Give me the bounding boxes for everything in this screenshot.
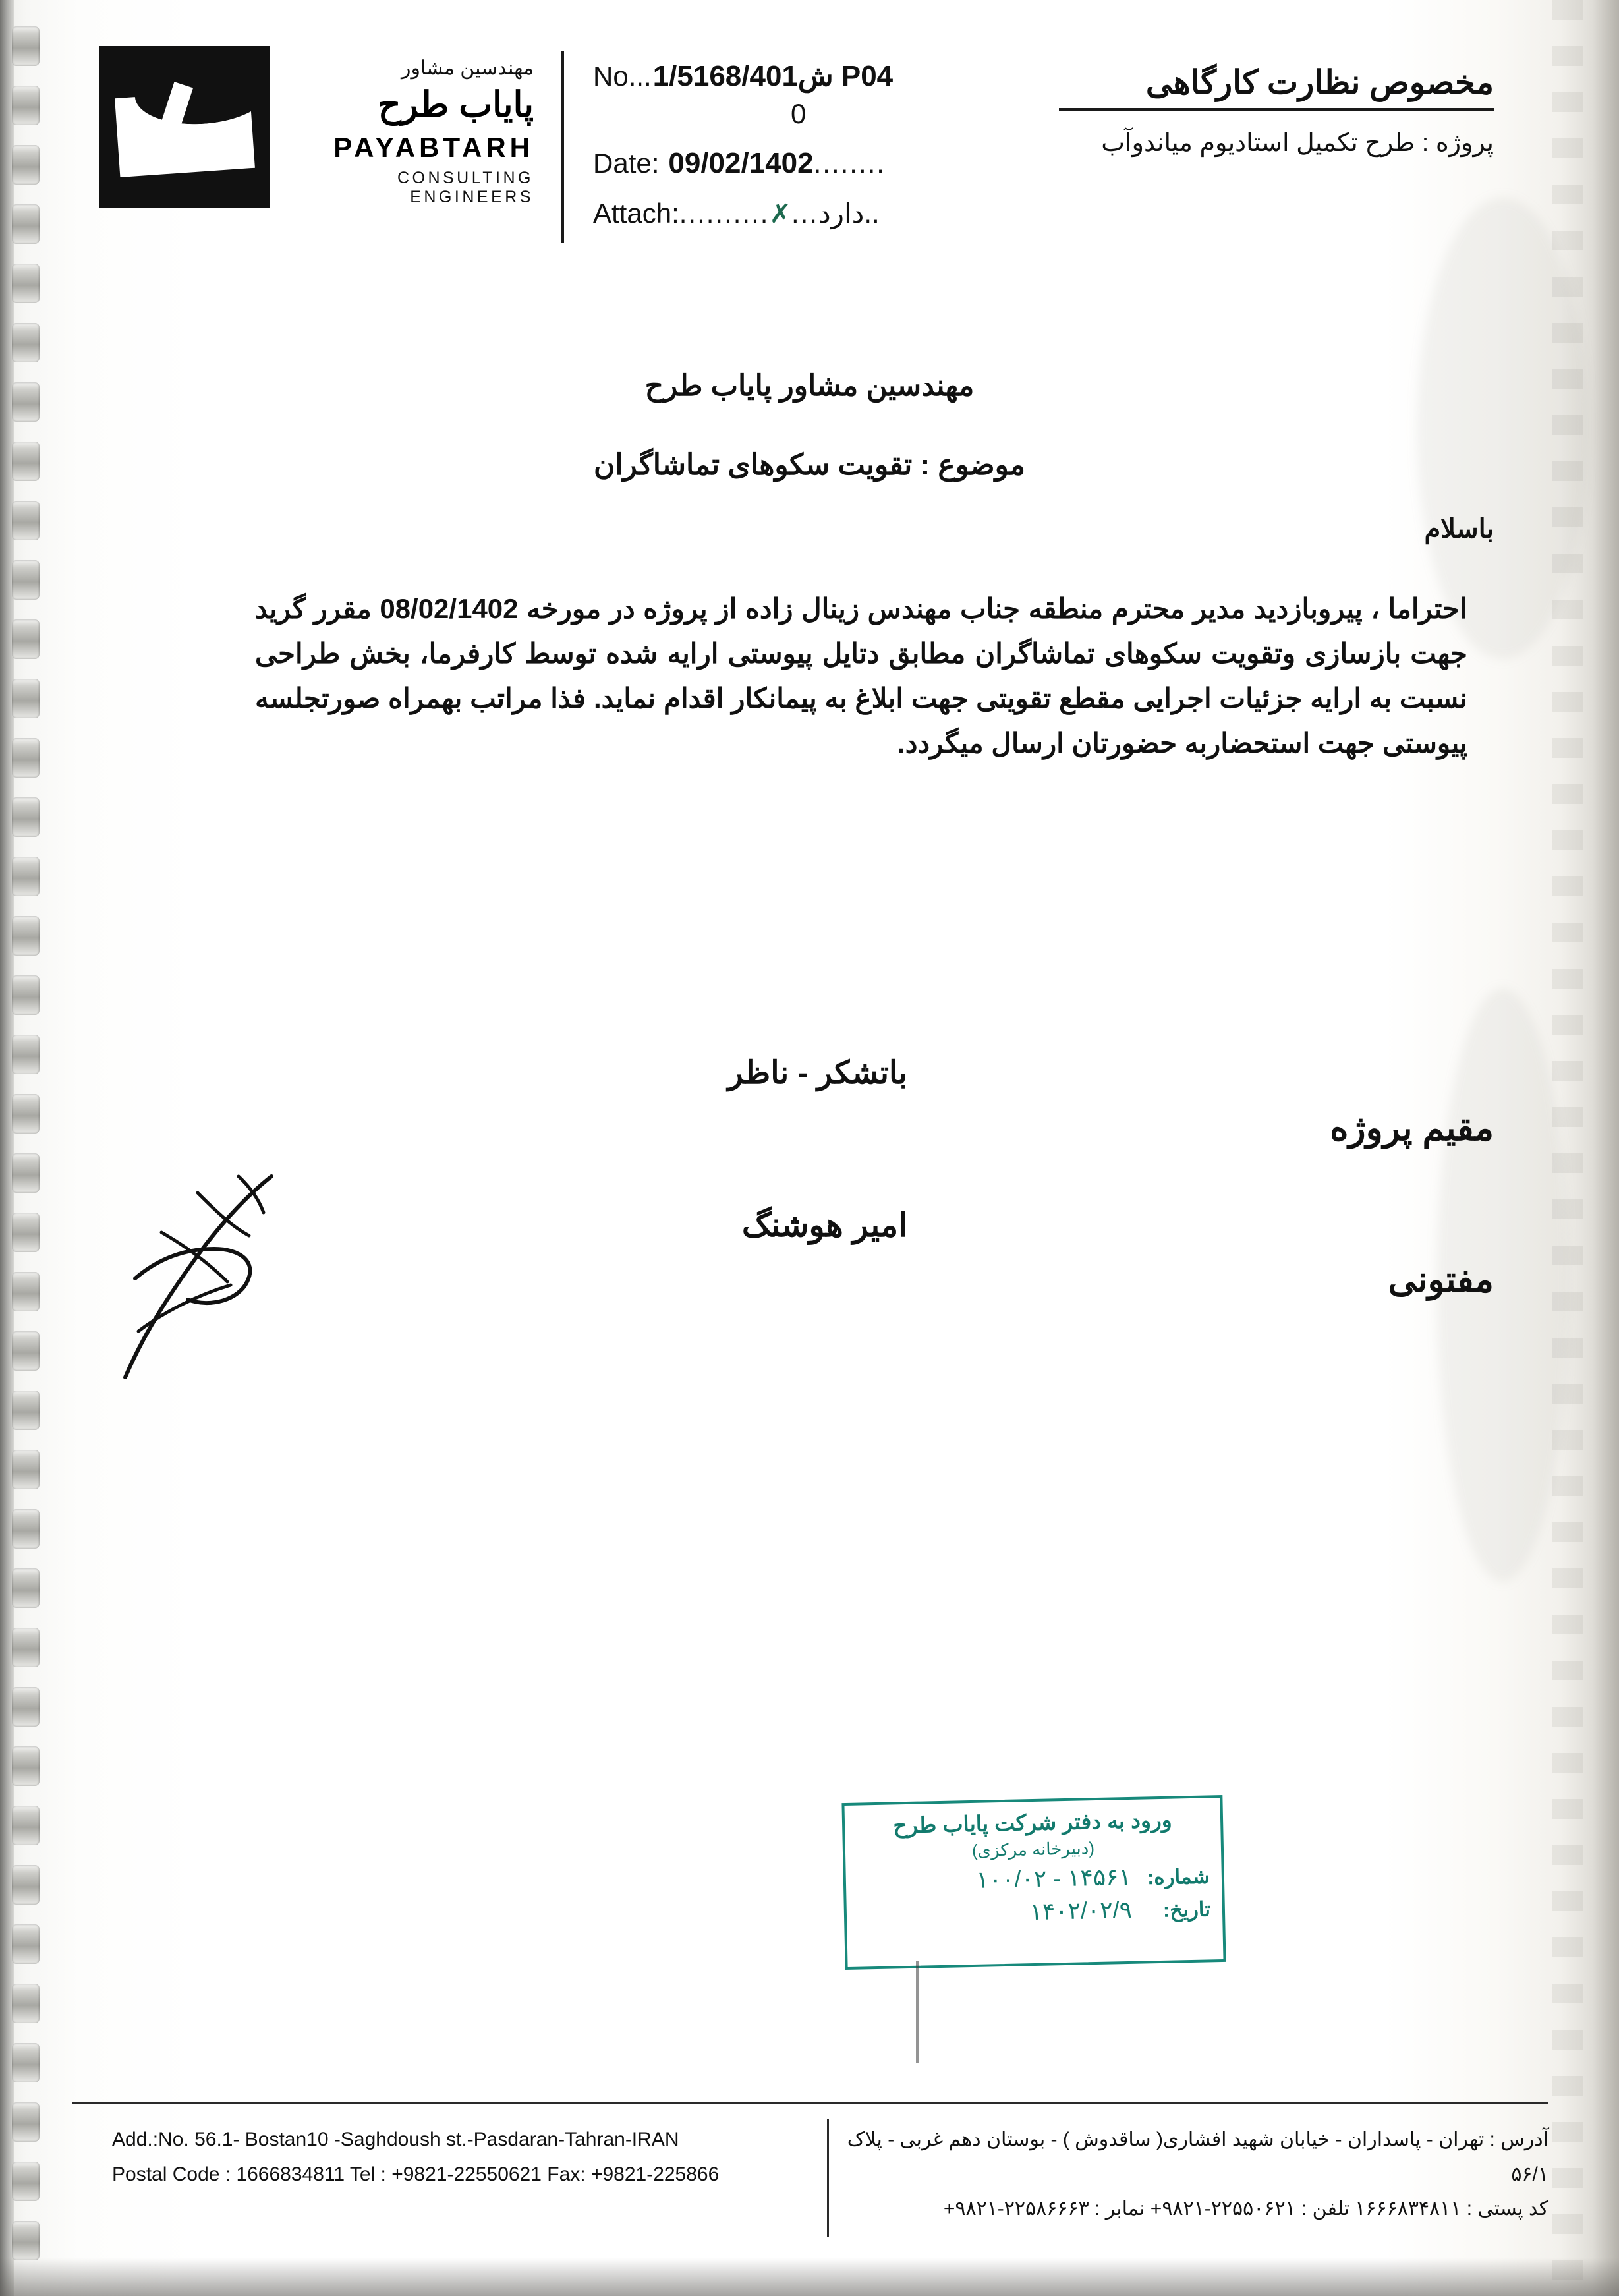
binding-hole — [12, 1272, 40, 1311]
binding-hole — [12, 2102, 40, 2142]
company-fa-small: مهندسین مشاور — [401, 57, 534, 79]
binding-hole — [12, 1391, 40, 1430]
stamp-title: ورود به دفتر شرکت پایاب طرح — [893, 1807, 1173, 1838]
stamp-date-row — [846, 1889, 1222, 1930]
recipient-heading: مهندسین مشاور پایاب طرح — [644, 370, 975, 402]
reception-stamp — [841, 1795, 1226, 1970]
letter-attach-label: Attach: — [593, 198, 679, 229]
binding-hole — [12, 1213, 40, 1252]
company-logo-block — [99, 46, 534, 208]
supervision-title: مخصوص نظارت کارگاهی — [1145, 64, 1494, 101]
binding-hole — [12, 1687, 40, 1727]
binding-hole — [12, 1568, 40, 1608]
signature-title: باتشکر - ناظر — [727, 1056, 907, 1091]
binding-hole — [12, 323, 40, 362]
letter-body-paragraph: احتراما ، پیروبازدید مدیر محترم منطقه جناب مهندس زینال زاده از پروژه در مورخه 08/02/1402 مقرر گرید جهت بازسازی وتقویت سکوهای تماشاگران مطابق دتایل پیوستی ارایه شده توسط کارفرما، بخش طراحی نسبت به ارایه جزئیات اجرایی مقطع تقویتی جهت ابلاغ به پیمانکار اقدام نماید. فذا مراتب بهمراه صورتجلسه پیوستی جهت استحضاربه حضورتان ارسال میگردد. — [255, 593, 1467, 759]
binding-hole — [12, 501, 40, 540]
binding-hole — [12, 916, 40, 956]
company-en-name: PAYABTARH — [333, 132, 534, 163]
footer-fa-block — [830, 2123, 1548, 2227]
footer-vertical-divider — [827, 2119, 829, 2237]
binding-hole — [12, 1924, 40, 1964]
stamp-date-label: تاریخ: — [1162, 1897, 1211, 1922]
letter-date-row: Date: 09/02/1402........ — [593, 147, 886, 179]
site-supervision-header — [947, 63, 1494, 158]
binding-hole — [12, 560, 40, 600]
binding-hole — [12, 619, 40, 659]
attach-check-mark: ✗ — [769, 200, 791, 229]
project-label: پروژه : طرح تکمیل استادیوم میاندوآب — [1101, 129, 1494, 157]
company-en-subtitle: CONSULTING ENGINEERS — [397, 169, 534, 206]
footer — [72, 2119, 1548, 2251]
footer-divider — [72, 2102, 1548, 2104]
binding-hole — [12, 2162, 40, 2201]
binding-hole — [12, 1035, 40, 1074]
binding-hole — [12, 679, 40, 718]
stamp-number-value: ۱۴۵۶۱ - ۱۰۰/۰۲ — [976, 1862, 1132, 1893]
letter-attach-value: دارد — [818, 198, 865, 229]
binding-hole — [12, 1865, 40, 1905]
letter-attach-row: Attach:..........✗...دارد.. — [593, 198, 880, 229]
footer-en-address: Add.:No. 56.1- Bostan10 -Saghdoush st.-Pasdaran-Tahran-IRAN — [112, 2129, 679, 2150]
signature-name: امیر هوشنگ — [741, 1207, 907, 1244]
footer-en-contact: Postal Code : 1666834811 Tel : +9821-22550621 Fax: +9821-225866 — [112, 2163, 720, 2185]
binding-hole — [12, 797, 40, 837]
salutation: باسلام — [1424, 515, 1494, 544]
recipient-role: مقیم پروژه — [1330, 1108, 1494, 1148]
supervision-underline — [1059, 108, 1494, 111]
binding-hole — [12, 975, 40, 1015]
letter-number-row: No...1/5168/401ش P04 — [593, 60, 894, 92]
stamp-date-value: ۱۴۰۲/۰۲/۹ — [1029, 1895, 1133, 1926]
page-bottom-shadow — [0, 2258, 1619, 2296]
binding-hole — [12, 1628, 40, 1667]
binding-hole — [12, 857, 40, 896]
payabtarh-logo-icon — [99, 46, 270, 208]
binding-hole — [12, 1984, 40, 2023]
binding-hole — [12, 1331, 40, 1371]
binding-hole — [12, 1153, 40, 1193]
letter-number-label: No.. — [593, 61, 644, 92]
subject-heading: موضوع : تقویت سکوهای تماشاگران — [594, 449, 1025, 481]
spiral-binding — [8, 26, 54, 2280]
handwritten-signature-icon — [99, 1114, 310, 1391]
company-name-block — [285, 46, 534, 207]
letter-attach-dots: .......... — [679, 198, 770, 229]
footer-fa-contact: کد پستی : ۱۶۶۶۸۳۴۸۱۱ تلفن : ۲۲۵۵۰۶۲۱-۹۸۲۱+ نمابر : ۲۲۵۸۶۶۶۳-۹۸۲۱+ — [943, 2198, 1548, 2220]
binding-hole — [12, 1450, 40, 1489]
binding-hole — [12, 264, 40, 303]
binding-hole — [12, 1094, 40, 1134]
binding-hole — [12, 1806, 40, 1845]
binding-hole — [12, 2221, 40, 2260]
scan-streak — [916, 1961, 919, 2063]
footer-fa-address: آدرس : تهران - پاسداران - خیابان شهید افشاری( ساقدوش ) - بوستان دهم غربی - پلاک ۵۶/۱ — [847, 2129, 1548, 2185]
binding-hole — [12, 1746, 40, 1786]
stamp-number-label: شماره: — [1147, 1864, 1210, 1889]
recipient-name: مفتونی — [1388, 1260, 1494, 1300]
letter-date-value: 09/02/1402 — [668, 147, 814, 179]
letter-date-label: Date: — [593, 148, 660, 179]
stamp-subtitle: (دبیرخانه مرکزی) — [971, 1838, 1095, 1860]
binding-hole — [12, 2043, 40, 2082]
letter-number-line2: 0 — [791, 98, 807, 129]
binding-hole — [12, 738, 40, 778]
company-fa-big: پایاب طرح — [378, 85, 534, 125]
header-divider — [561, 51, 564, 243]
binding-hole — [12, 1509, 40, 1549]
letter-number-value: 1/5168/401ش P04 — [652, 60, 894, 92]
footer-en-block — [112, 2123, 824, 2192]
letterhead — [0, 40, 1619, 257]
